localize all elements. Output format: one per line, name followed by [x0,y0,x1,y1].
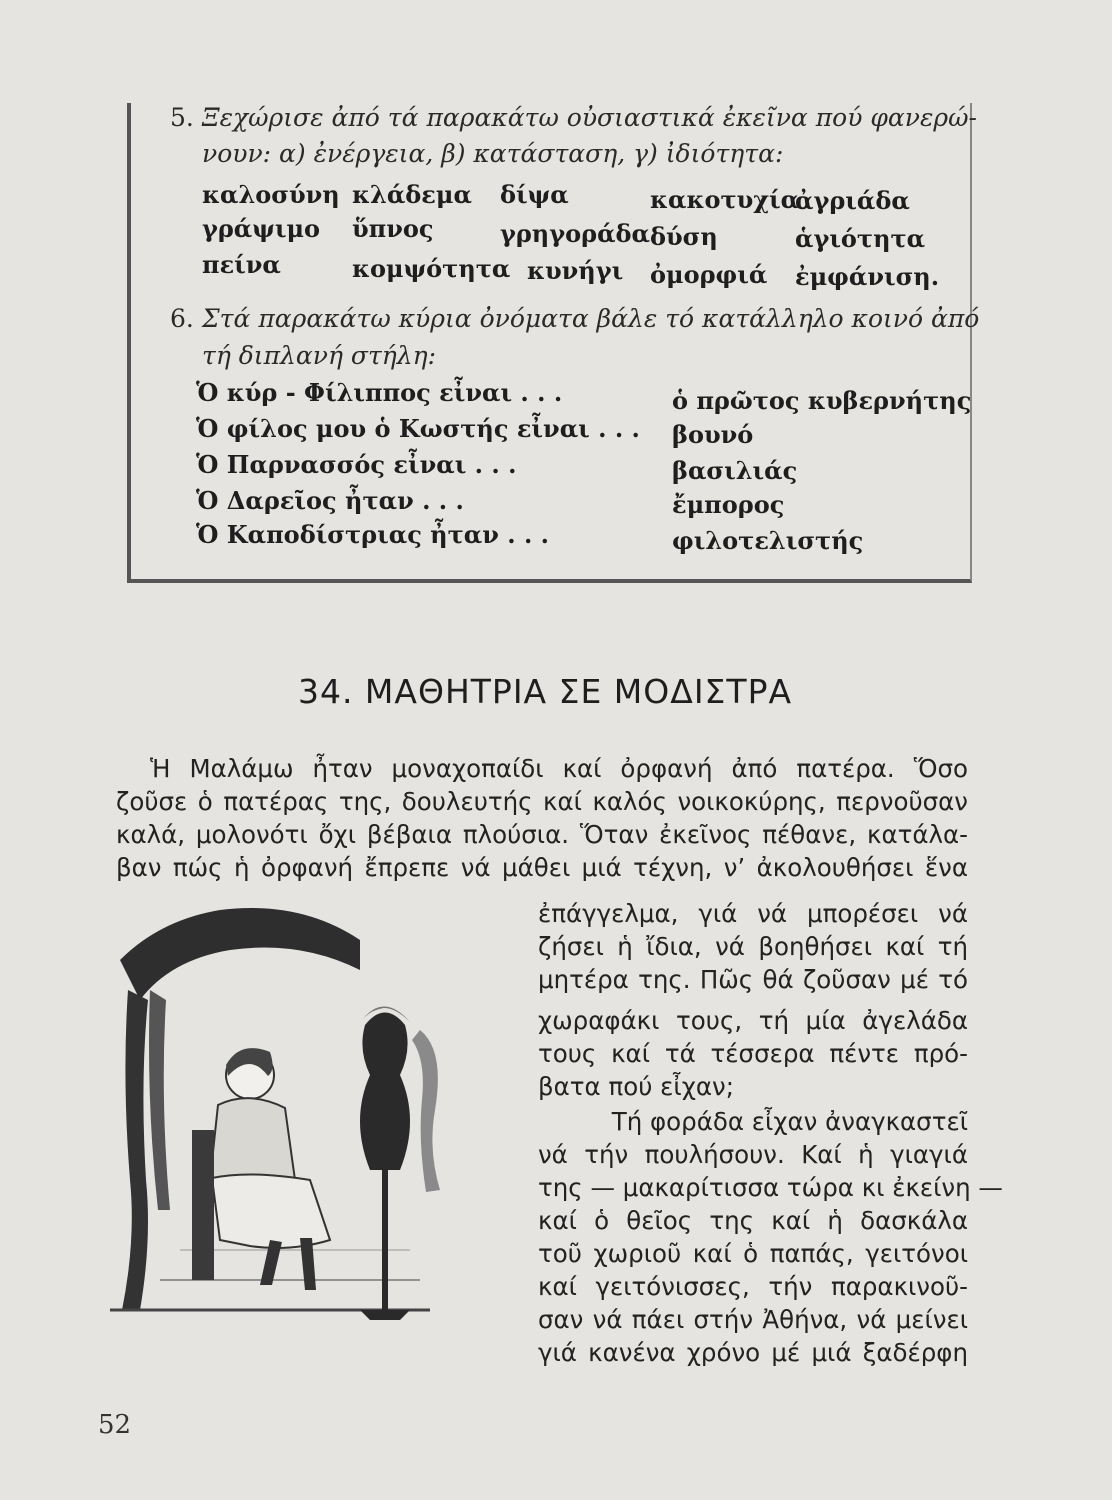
text-line: της — μακαρίτισσα τώρα κι ἐκείνη — [538,1173,1003,1202]
exercise-6-line-1: 6. Στά παρακάτω κύρια ὀνόματα βάλε τό κατάλληλο κοινό ἀπό [170,304,980,333]
ex6-right-item: βουνό [672,420,754,449]
ex5-word: ὀμορφιά [650,260,768,289]
text-line: καί ὁ θεῖος της καί ἡ δασκάλα [538,1206,968,1235]
ex6-left-item: Ὁ Δαρεῖος ἦταν . . . [196,486,464,515]
text-line: βατα πού εἶχαν; [538,1072,734,1101]
text-line: χωραφάκι τους, τή μία ἀγελάδα [538,1006,968,1035]
ex5-word: δίψα [500,180,569,209]
ex6-left-item: Ὁ φίλος μου ὁ Κωστής εἶναι . . . [196,414,640,443]
text-line: Ἡ Μαλάμω ἦταν μοναχοπαίδι καί ὀρφανή ἀπό πατέρα. Ὅσο [150,754,968,783]
ex5-word: κυνήγι [527,256,624,285]
ex6-left-item: Ὁ Παρνασσός εἶναι . . . [196,450,517,479]
ex5-word: κομψότητα [352,254,511,283]
ex5-word: ἐμφάνιση. [795,262,940,291]
text-line: ζοῦσε ὁ πατέρας της, δουλευτής καί καλός νοικοκύρης, περνοῦσαν [116,787,968,816]
exercise-5-line-2: νουν: α) ἐνέργεια, β) κατάσταση, γ) ἰδιότητα: [202,139,784,168]
ex6-right-item: φιλοτελιστής [672,526,864,555]
text-line: Τή φοράδα εἶχαν ἀναγκαστεῖ [611,1107,968,1136]
exercise-6-line-2: τή διπλανή στήλη: [202,341,437,370]
text-line: γιά κανένα χρόνο μέ μιά ξαδέρφη [538,1338,968,1367]
ex5-word: δύση [650,222,718,251]
ex5-word: γράψιμο [202,214,321,243]
text-line: βαν πώς ἡ ὀρφανή ἔπρεπε νά μάθει μιά τέχνη, ν’ ἀκολουθήσει ἕνα [116,853,968,882]
exercise-5-number: 5. [170,103,194,132]
ex5-word: ὕπνος [352,214,434,243]
exercise-6-number: 6. [170,304,194,333]
ex5-word: κακοτυχία [650,185,800,214]
text-line: ἐπάγγελμα, γιά νά μπορέσει νά [538,899,968,928]
text-line: ζήσει ἡ ἴδια, νά βοηθήσει καί τή [538,932,968,961]
seamstress-illustration [100,880,520,1380]
text-line: σαν νά πάει στήν Ἀθήνα, νά μείνει [538,1305,968,1334]
chapter-title: 34. ΜΑΘΗΤΡΙΑ ΣΕ ΜΟΔΙΣΤΡΑ [297,672,793,711]
ex5-word: κλάδεμα [352,180,472,209]
ex5-word: καλοσύνη [202,180,340,209]
ex6-left-item: Ὁ κύρ - Φίλιππος εἶναι . . . [196,378,563,407]
ex5-word: ἁγιότητα [795,224,926,253]
ex5-word: γρηγοράδα [500,219,651,248]
ex6-left-item: Ὁ Καποδίστριας ἦταν . . . [196,520,550,549]
ex6-right-item: ὁ πρῶτος κυβερνήτης [672,386,972,415]
text-line: μητέρα της. Πῶς θά ζοῦσαν μέ τό [538,965,968,994]
text-line: τοῦ χωριοῦ καί ὁ παπάς, γειτόνοι [538,1239,968,1268]
ex6-right-item: βασιλιάς [672,456,798,485]
text-line: τους καί τά τέσσερα πέντε πρό- [538,1039,968,1068]
text-line: καλά, μολονότι ὄχι βέβαια πλούσια. Ὅταν ἐκεῖνος πέθανε, κατάλα- [116,820,968,849]
ex5-word: ἀγριάδα [795,186,910,215]
exercise-5-line-1: 5. Ξεχώρισε ἀπό τά παρακάτω οὐσιαστικά ἐκεῖνα πού φανερώ- [170,103,977,132]
page-number: 52 [98,1410,132,1440]
ex5-word: πείνα [202,250,281,279]
text-line: νά τήν πουλήσουν. Καί ἡ γιαγιά [538,1140,968,1169]
ex6-right-item: ἔμπορος [672,490,785,519]
text-line: καί γειτόνισσες, τήν παρακινοῦ- [538,1272,968,1301]
